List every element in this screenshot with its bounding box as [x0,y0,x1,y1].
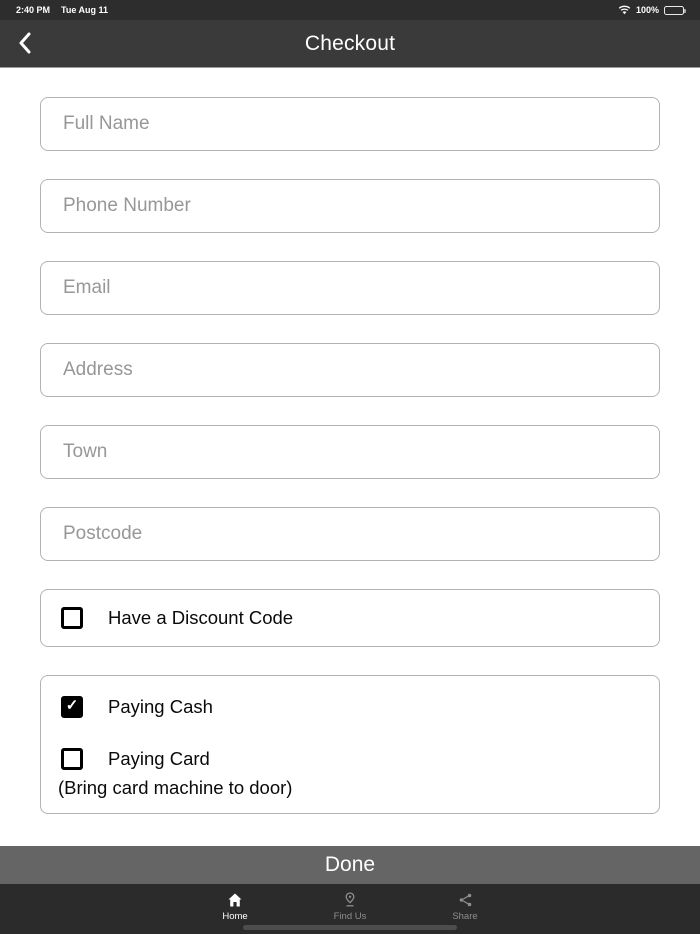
page-title: Checkout [304,31,396,55]
battery-percent: 100% [635,5,659,15]
payment-panel [40,675,660,814]
back-button[interactable] [14,20,54,68]
discount-panel [40,589,660,647]
status-date: Tue Aug 11 [61,5,109,15]
discount-checkbox-row[interactable] [61,607,293,629]
full-name-input[interactable] [40,97,660,151]
wifi-icon [618,5,631,15]
status-bar [0,0,700,20]
paying-card-row[interactable] [61,748,639,770]
paying-card-checkbox[interactable] [61,748,83,770]
tab-share[interactable] [408,892,523,922]
back-chevron-icon [18,32,31,57]
battery-icon [664,6,684,15]
tab-home-label: Home [222,911,248,922]
location-icon [344,892,356,907]
paying-card-note: (Bring card machine to door) [58,777,293,798]
paying-card-label: Paying Card [108,748,210,769]
home-indicator[interactable] [243,925,457,930]
status-left [16,5,108,15]
postcode-input[interactable] [40,507,660,561]
home-icon [228,892,242,907]
paying-cash-label: Paying Cash [108,696,213,717]
paying-cash-checkbox[interactable] [61,696,83,718]
tab-home[interactable] [178,892,293,922]
nav-header [0,20,700,68]
address-input[interactable] [40,343,660,397]
phone-number-input[interactable] [40,179,660,233]
discount-label: Have a Discount Code [108,607,294,628]
status-time: 2:40 PM [16,5,51,15]
tab-share-label: Share [452,911,478,922]
status-right [618,5,684,15]
email-input[interactable] [40,261,660,315]
discount-checkbox[interactable] [61,607,83,629]
town-input[interactable] [40,425,660,479]
share-icon [459,892,472,907]
paying-cash-row[interactable] [61,696,639,718]
tab-find-us-label: Find Us [333,911,367,922]
done-button[interactable]: Done [0,846,700,884]
tab-find-us[interactable] [293,892,408,922]
checkout-form [0,68,700,846]
tab-bar [0,884,700,934]
